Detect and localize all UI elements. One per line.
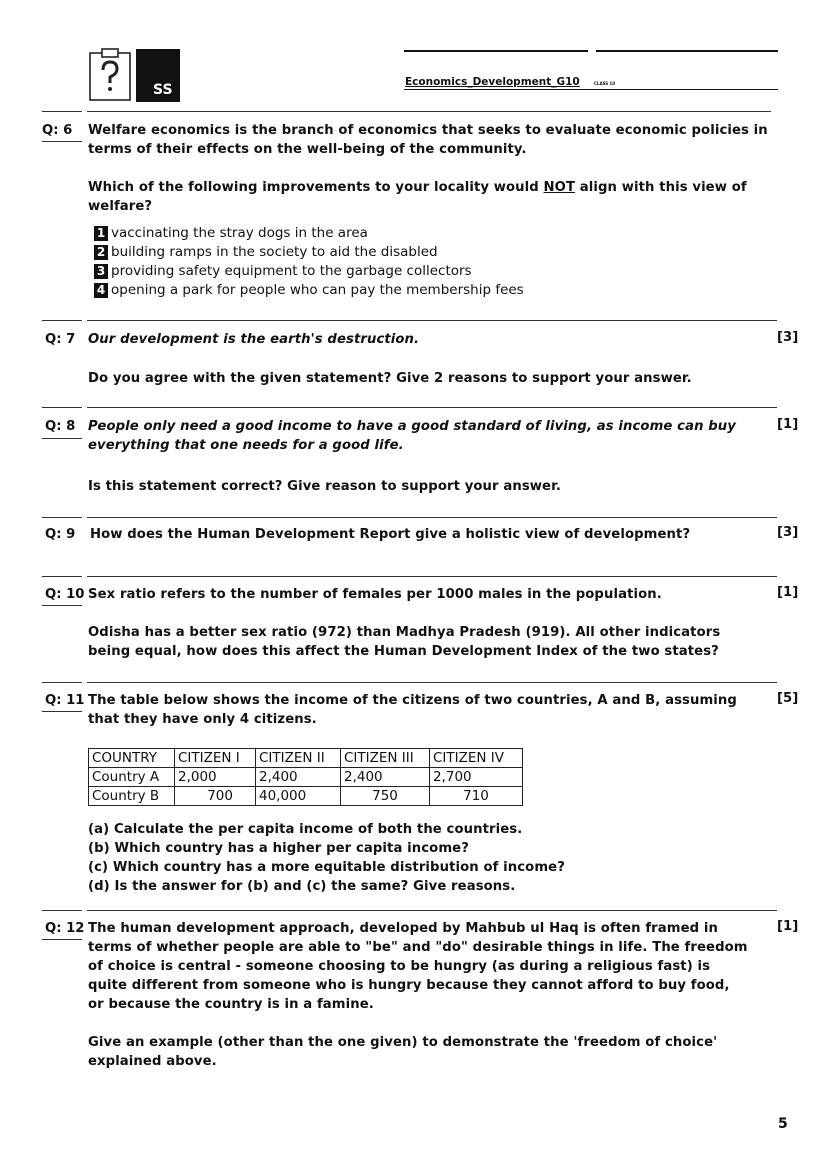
table-cell: 2,700	[430, 768, 523, 787]
q11-marks: [5]	[777, 691, 799, 706]
q12-line: quite different from someone who is hungry because they cannot afford to buy food,	[88, 978, 730, 993]
q6-prompt-after: align with this view of welfare?	[88, 180, 747, 214]
q11-part-c: (c) Which country has a more equitable distribution of income?	[88, 860, 565, 875]
option-3[interactable]	[94, 262, 524, 281]
q6-prompt-not: NOT	[543, 180, 576, 195]
q11-number: Q: 11	[45, 693, 85, 708]
q10-rule-left	[42, 576, 82, 577]
table-header-cell: CITIZEN III	[341, 749, 430, 768]
q9-rule-main	[87, 517, 777, 518]
q6-prompt-before: Which of the following improvements to your locality would	[88, 180, 544, 195]
table-cell: 710	[430, 787, 523, 806]
q7-rule-left	[42, 320, 82, 321]
q11-part-b: (b) Which country has a higher per capita income?	[88, 841, 469, 856]
table-header-row	[89, 749, 523, 768]
table-row	[89, 787, 523, 806]
q12-text	[88, 919, 748, 1014]
q8-quote-line1: People only need a good income to have a good standard of living, as income can buy	[88, 419, 736, 434]
table-cell: 2,400	[341, 768, 430, 787]
income-table	[88, 748, 523, 806]
q6-number-underline	[42, 141, 82, 142]
ss-logo	[136, 49, 180, 102]
q12-line: of choice is central - someone choosing to be hungry (as during a religious fast) is	[88, 959, 711, 974]
table-cell: 40,000	[256, 787, 341, 806]
option-number: 3	[94, 264, 108, 279]
q11-text-line2: that they have only 4 citizens.	[88, 712, 317, 727]
ss-logo-text: SS	[153, 82, 173, 98]
table-cell: Country B	[89, 787, 175, 806]
document-title: Economics_Development_G10	[405, 76, 580, 88]
option-2[interactable]	[94, 243, 524, 262]
q11-number-underline	[42, 711, 82, 712]
q8-prompt: Is this statement correct? Give reason to support your answer.	[88, 479, 561, 494]
q6-prompt	[88, 178, 778, 216]
table-header-cell: CITIZEN II	[256, 749, 341, 768]
q12-line: or because the country is in a famine.	[88, 997, 374, 1012]
q7-quote: Our development is the earth's destruction.	[88, 332, 420, 347]
q6-text: Welfare economics is the branch of economics that seeks to evaluate economic policies in terms of their effects on the well-being of the community.	[88, 123, 768, 157]
q7-number: Q: 7	[45, 332, 76, 347]
option-4[interactable]	[94, 281, 524, 300]
option-text: building ramps in the society to aid the disabled	[111, 244, 438, 260]
q11-rule-left	[42, 682, 82, 683]
q12-prompt-line2: explained above.	[88, 1054, 217, 1069]
q12-marks: [1]	[777, 919, 799, 934]
q6-rule-left	[42, 111, 82, 112]
q6-rule-main	[87, 111, 771, 112]
clipboard-question-icon	[88, 48, 132, 102]
q8-rule-left	[42, 407, 82, 408]
q8-number-underline	[42, 438, 82, 439]
q9-marks: [3]	[777, 525, 799, 540]
table-cell: Country A	[89, 768, 175, 787]
table-cell: 750	[341, 787, 430, 806]
q12-rule-left	[42, 910, 82, 911]
q7-marks: [3]	[777, 330, 799, 345]
q10-prompt-line2: being equal, how does this affect the Human Development Index of the two states?	[88, 644, 719, 659]
table-cell: 2,400	[256, 768, 341, 787]
q10-number: Q: 10	[45, 587, 85, 602]
q10-rule-main	[87, 576, 777, 577]
q11-part-a: (a) Calculate the per capita income of both the countries.	[88, 822, 523, 837]
q11-parts	[88, 820, 565, 896]
header-rule-left	[404, 50, 588, 52]
table-header-cell: CITIZEN I	[175, 749, 256, 768]
q12-line: The human development approach, developed by Mahbub ul Haq is often framed in	[88, 921, 719, 936]
option-1[interactable]	[94, 224, 524, 243]
option-number: 4	[94, 283, 108, 298]
option-number: 2	[94, 245, 108, 260]
q11-rule-main	[87, 682, 777, 683]
page-number: 5	[778, 1116, 788, 1132]
class-tag: CLASS 10	[594, 81, 616, 86]
option-text: providing safety equipment to the garbage collectors	[111, 263, 472, 279]
q10-prompt-line1: Odisha has a better sex ratio (972) than Madhya Pradesh (919). All other indicators	[88, 625, 721, 640]
header-rule-right	[596, 50, 778, 52]
table-header-cell: CITIZEN IV	[430, 749, 523, 768]
q12-number-underline	[42, 939, 82, 940]
q8-number: Q: 8	[45, 419, 76, 434]
option-text: vaccinating the stray dogs in the area	[111, 225, 368, 241]
q12-rule-main	[87, 910, 777, 911]
q8-marks: [1]	[777, 417, 799, 432]
q12-number: Q: 12	[45, 921, 85, 936]
q10-number-underline	[42, 605, 82, 606]
q6-options	[94, 224, 524, 300]
option-text: opening a park for people who can pay the membership fees	[111, 282, 524, 298]
table-cell: 2,000	[175, 768, 256, 787]
q9-number: Q: 9	[45, 527, 76, 542]
q10-marks: [1]	[777, 585, 799, 600]
q7-prompt: Do you agree with the given statement? Give 2 reasons to support your answer.	[88, 371, 692, 386]
table-row	[89, 768, 523, 787]
q7-rule-main	[87, 320, 777, 321]
q12-line: terms of whether people are able to "be" and "do" desirable things in life. The freedom	[88, 940, 748, 955]
q6-number: Q: 6	[42, 123, 73, 138]
q10-text: Sex ratio refers to the number of females per 1000 males in the population.	[88, 587, 662, 602]
q9-text: How does the Human Development Report give a holistic view of development?	[90, 527, 691, 542]
q9-rule-left	[42, 517, 82, 518]
q8-rule-main	[87, 407, 777, 408]
q12-prompt-line1: Give an example (other than the one given) to demonstrate the 'freedom of choice'	[88, 1035, 718, 1050]
table-cell: 700	[175, 787, 256, 806]
q11-text-line1: The table below shows the income of the citizens of two countries, A and B, assuming	[88, 693, 737, 708]
q8-quote-line2: everything that one needs for a good life.	[88, 438, 404, 453]
header-underline	[404, 89, 778, 90]
q11-part-d: (d) Is the answer for (b) and (c) the same? Give reasons.	[88, 879, 516, 894]
table-header-cell: COUNTRY	[89, 749, 175, 768]
option-number: 1	[94, 226, 108, 241]
